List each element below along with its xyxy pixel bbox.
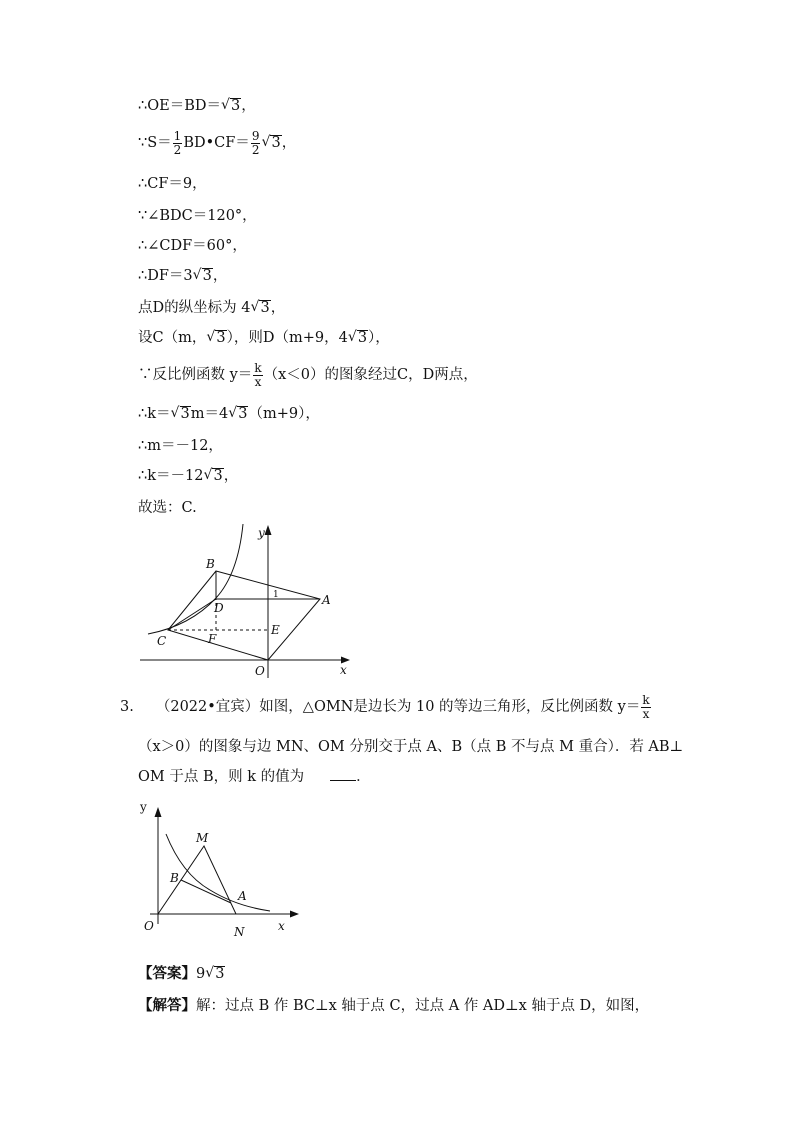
solution-line-11: ∴m＝－12， (138, 438, 223, 454)
sqrt: √ 3 (206, 329, 226, 346)
question-3-line-3: OM 于点 B，则 k 的值为 ． (138, 766, 371, 787)
figure-1-diagram (140, 520, 360, 680)
solution-line-7: 点D的纵坐标为 4 √ 3， (138, 299, 286, 316)
solution-line-8: 设C（m， √ 3），则D（m+9，4 √ 3）， (138, 329, 390, 346)
label-y: y (258, 526, 265, 540)
label-F: F (208, 632, 217, 646)
fraction: $\frac{9}{2}$ (251, 128, 260, 157)
solution-line-2: ∵S＝ $\frac{1}{2}$ BD•CF＝ $\frac{9}{2}$ √ 3， (138, 128, 297, 157)
label-M: M (196, 831, 209, 845)
sqrt: √ 3 (203, 467, 223, 484)
sqrt: √ 3 (220, 97, 241, 114)
segment-AB (181, 880, 231, 903)
solution-line-3: ∴CF＝9， (138, 176, 207, 192)
label-B: B (170, 871, 179, 885)
fraction: $\frac{k}{x}$ (254, 360, 262, 389)
label-D: D (214, 601, 224, 615)
solution-line-9: ∵反比例函数 y＝ $\frac{k}{x}$ （x＜0）的图象经过C，D两点， (138, 360, 478, 389)
hyperbola-curve (166, 834, 270, 911)
sqrt: √ 3 (261, 134, 281, 151)
question-3-line-1: 3. （2022•宜宾）如图，△OMN是边长为 10 的等边三角形，反比例函数 y＝ $\frac{k}{x}$ (120, 692, 650, 721)
solution-line-1: ∴OE＝BD＝ √ 3， (138, 97, 256, 114)
hyperbola-curve (148, 524, 243, 634)
solution-line-13: 故选：C. (138, 500, 197, 516)
label-A: A (238, 889, 247, 903)
answer-blank (330, 766, 356, 781)
label-x: x (278, 919, 285, 933)
question-number: 3. (120, 699, 134, 715)
analysis-label: 【解答】 (138, 997, 196, 1014)
answer-line: 【答案】9 √ 3 (138, 965, 225, 982)
sqrt: √ 3 (250, 299, 270, 316)
y-axis-arrow (155, 807, 162, 817)
label-x: x (340, 663, 347, 677)
label-A: A (322, 593, 331, 607)
figure-2-diagram (138, 796, 308, 942)
text: ∴OE＝BD＝ (138, 98, 221, 114)
sqrt: √ 3 (228, 405, 248, 422)
solution-line-4: ∵∠BDC＝120°， (138, 208, 257, 224)
sqrt: √ 3 (192, 267, 212, 284)
sqrt: √ 3 (170, 405, 190, 422)
segment-CD (168, 599, 216, 630)
y-axis-arrow (265, 525, 272, 535)
label-y: y (140, 800, 147, 814)
label-N: N (234, 925, 245, 939)
fraction: $\frac{k}{x}$ (642, 692, 650, 721)
answer-label: 【答案】 (138, 965, 196, 982)
question-3-line-2: （x＞0）的图象与边 MN、OM 分别交于点 A、B（点 B 不与点 M 重合）．若 AB⊥ (138, 739, 684, 755)
solution-line-6: ∴DF＝3 √ 3， (138, 267, 228, 284)
label-C: C (157, 634, 167, 648)
label-O: O (144, 919, 154, 933)
sqrt: √ 3 (347, 329, 368, 346)
label-E: E (271, 623, 280, 637)
solution-line-5: ∴∠CDF＝60°， (138, 238, 247, 254)
solution-line-10: ∴k＝ √ 3m＝4 √ 3（m+9）， (138, 405, 320, 422)
fraction: $\frac{1}{2}$ (173, 128, 182, 157)
sqrt: √ 3 (205, 965, 225, 982)
label-B: B (206, 557, 215, 571)
label-O: O (255, 664, 265, 678)
solution-line-12: ∴k＝－12 √ 3， (138, 467, 239, 484)
label-angle-1: 1 (273, 590, 279, 600)
x-axis-arrow (290, 911, 299, 918)
analysis-line: 【解答】解：过点 B 作 BC⊥x 轴于点 C，过点 A 作 AD⊥x 轴于点 D，如图， (138, 997, 650, 1014)
